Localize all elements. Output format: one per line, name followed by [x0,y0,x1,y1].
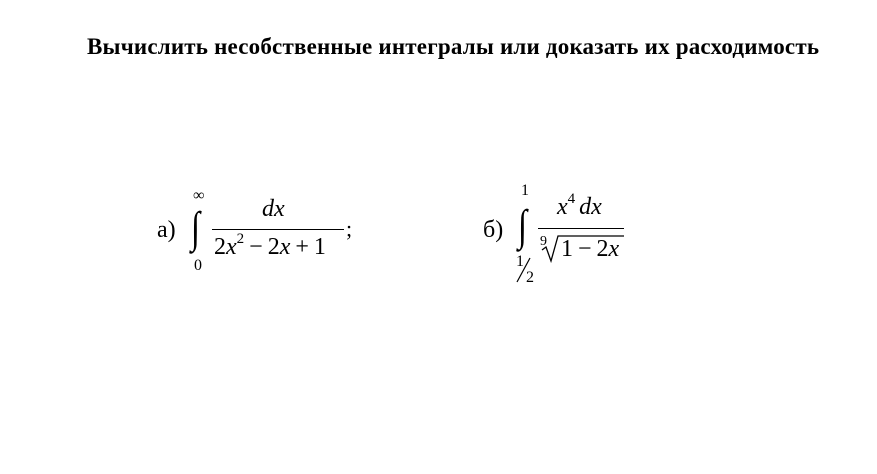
terminator-a: ; [346,216,353,241]
radicand-b: 1 − 2x [561,236,620,262]
lower-limit-b-denominator: 2 [526,269,534,286]
numerator-b: $x^4$ dx [557,191,602,220]
task-heading: Вычислить несобственные интегралы или доказать их расходимость [87,34,820,59]
root-index-b: 9 [540,234,547,249]
upper-limit-b: 1 [521,182,529,199]
lower-limit-a: 0 [194,257,202,274]
integral-sign-b: ∫ [518,201,528,250]
upper-limit-a: ∞ [193,187,205,204]
problem-label-b: б) [483,217,504,243]
fraction-bar-b [538,228,624,229]
numerator-a: dx [262,196,285,222]
problem-label-a: а) [157,217,176,243]
fraction-bar-a [212,229,344,230]
lower-limit-b-numerator: 1 [516,253,524,270]
denominator-a: $2x^2 - 2x + 1$ [214,231,326,260]
integral-sign-a: ∫ [191,203,201,252]
